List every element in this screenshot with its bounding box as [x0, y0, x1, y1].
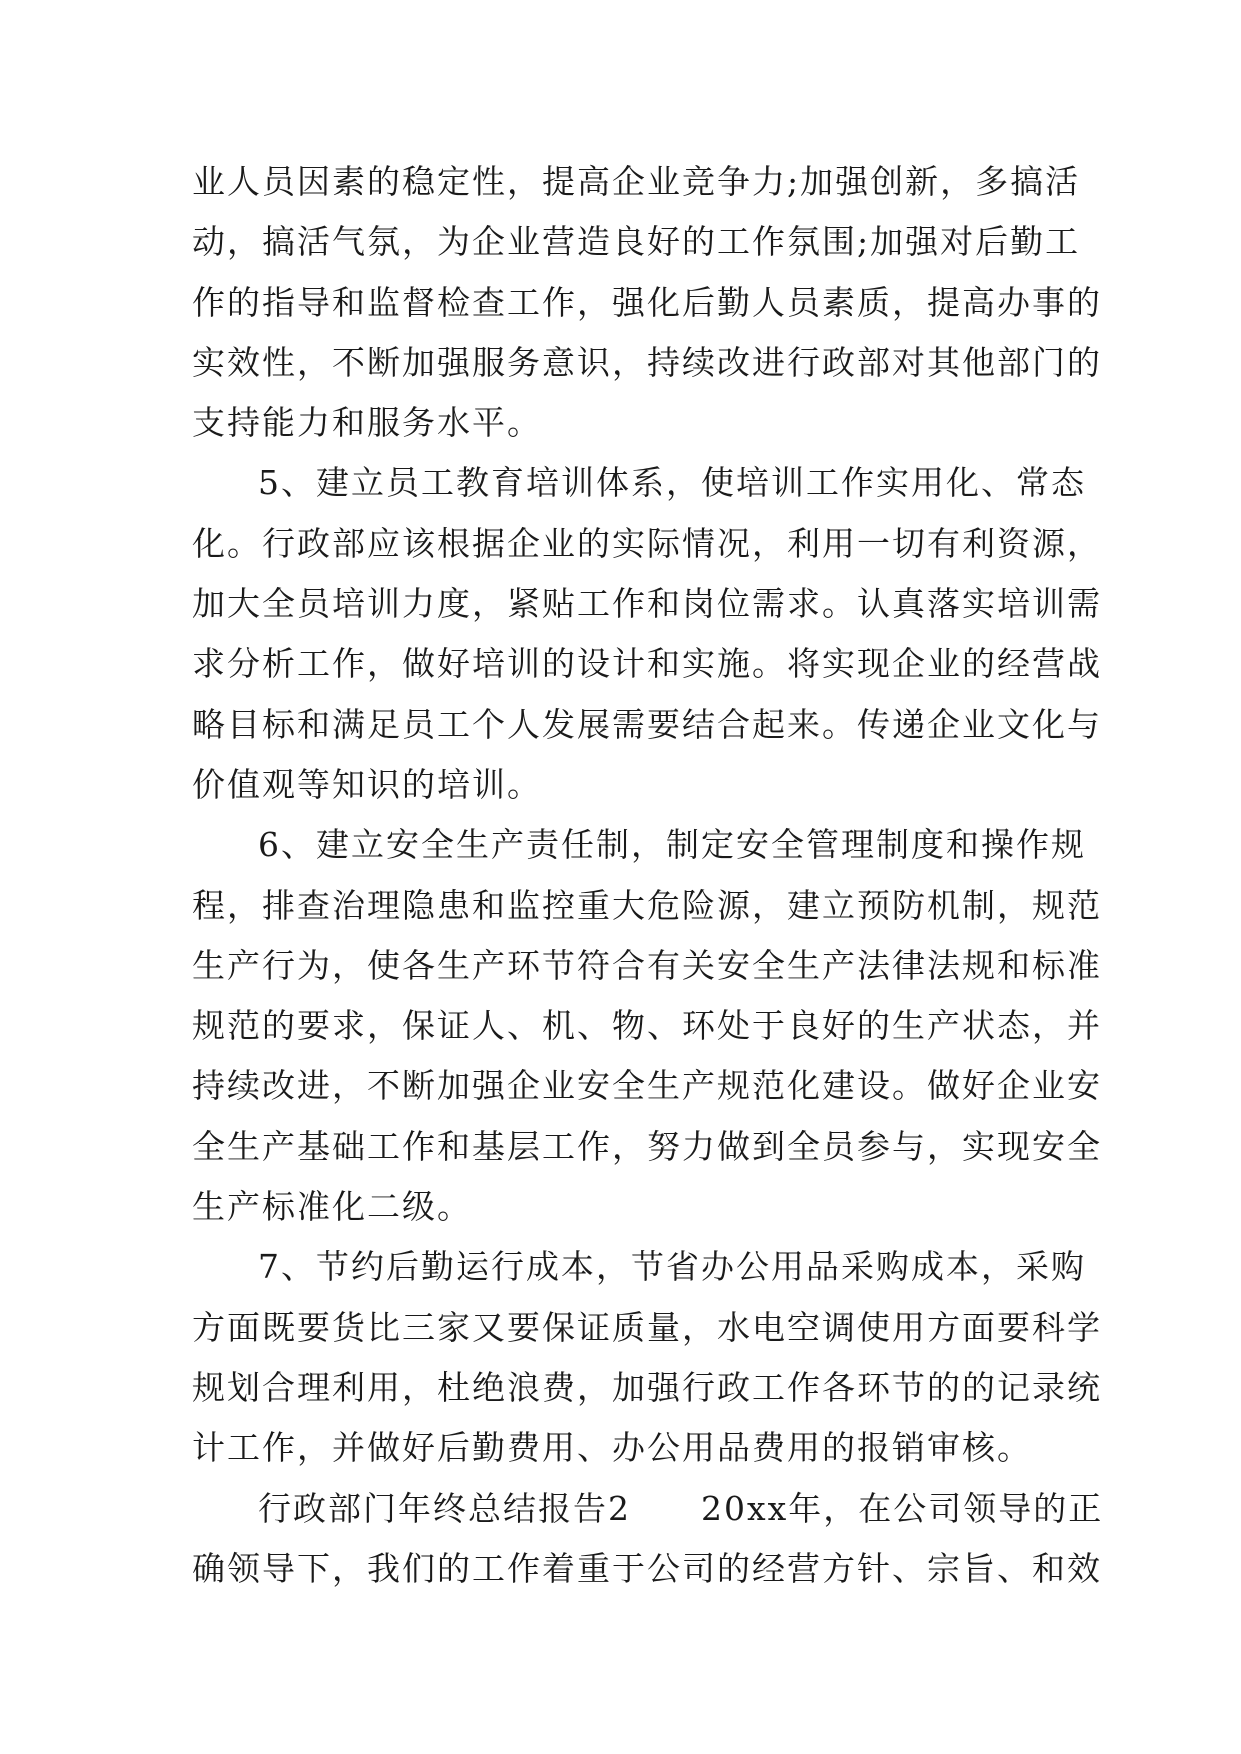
- text-line: 规划合理利用，杜绝浪费，加强行政工作各环节的的记录统: [192, 1367, 1102, 1407]
- text-line: 支持能力和服务水平。: [192, 403, 542, 443]
- paragraph-7-start: 7、节约后勤运行成本，节省办公用品采购成本，采购: [258, 1247, 1086, 1287]
- text-line: 价值观等知识的培训。: [192, 764, 542, 804]
- text-line: 持续改进，不断加强企业安全生产规范化建设。做好企业安: [192, 1066, 1102, 1106]
- text-line: 化。行政部应该根据企业的实际情况，利用一切有利资源，: [192, 523, 1102, 563]
- text-line: 加大全员培训力度，紧贴工作和岗位需求。认真落实培训需: [192, 584, 1102, 624]
- body-text: [192, 152, 1104, 1599]
- paragraph-6-start: 6、建立安全生产责任制，制定安全管理制度和操作规: [258, 825, 1086, 865]
- text-line: 生产标准化二级。: [192, 1187, 472, 1227]
- text-line: 动，搞活气氛，为企业营造良好的工作氛围;加强对后勤工: [192, 222, 1081, 262]
- text-line: 规范的要求，保证人、机、物、环处于良好的生产状态，并: [192, 1006, 1102, 1046]
- text-line: 程，排查治理隐患和监控重大危险源，建立预防机制，规范: [192, 885, 1102, 925]
- text-line: 实效性，不断加强服务意识，持续改进行政部对其他部门的: [192, 342, 1102, 382]
- text-line: 业人员因素的稳定性，提高企业竞争力;加强创新，多搞活: [192, 162, 1081, 201]
- text-line: 全生产基础工作和基层工作，努力做到全员参与，实现安全: [192, 1126, 1102, 1166]
- text-line: 方面既要货比三家又要保证质量，水电空调使用方面要科学: [192, 1307, 1102, 1347]
- text-line: 计工作，并做好后勤费用、办公用品费用的报销审核。: [192, 1428, 1032, 1468]
- text-line: 作的指导和监督检查工作，强化后勤人员素质，提高办事的: [192, 282, 1102, 322]
- text-line: 生产行为，使各生产环节符合有关安全生产法律法规和标准: [192, 945, 1102, 985]
- text-line: 确领导下，我们的工作着重于公司的经营方针、宗旨、和效: [192, 1548, 1102, 1588]
- report-2-heading-line: 行政部门年终总结报告2 20xx年，在公司领导的正: [258, 1488, 1104, 1528]
- paragraph-5-start: 5、建立员工教育培训体系，使培训工作实用化、常态: [258, 463, 1086, 503]
- text-line: 求分析工作，做好培训的设计和实施。将实现企业的经营战: [192, 644, 1102, 684]
- text-line: 略目标和满足员工个人发展需要结合起来。传递企业文化与: [192, 704, 1102, 744]
